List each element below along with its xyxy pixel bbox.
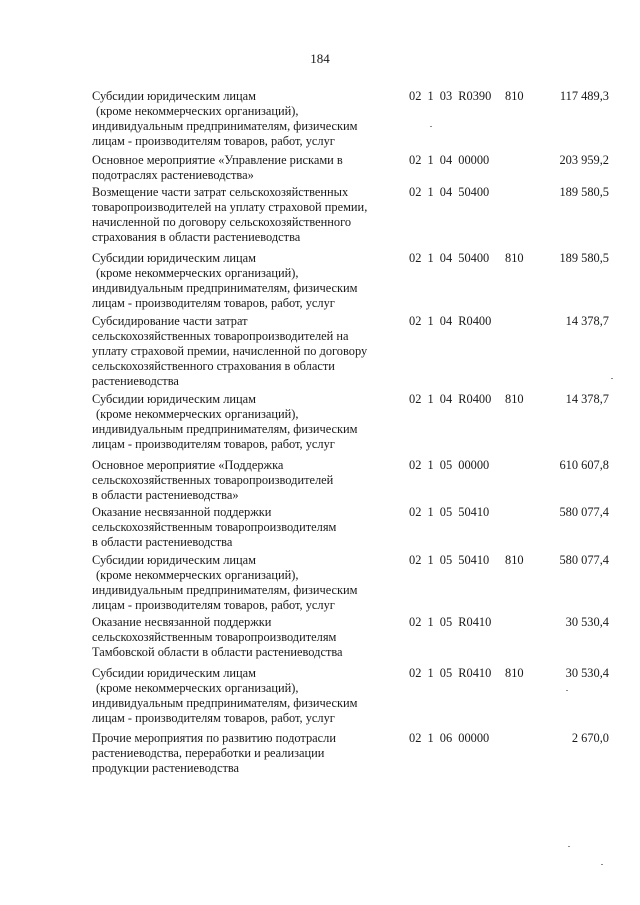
amount: 203 959,2	[559, 153, 609, 167]
program-code: 02 1 04 50400	[409, 251, 490, 265]
program-code: 02 1 05 R0410	[409, 615, 492, 629]
expense-type-code: 810	[505, 666, 524, 680]
program-code: 02 1 04 50400	[409, 185, 490, 199]
row-description	[92, 615, 392, 660]
description-line: Оказание несвязанной поддержки	[92, 615, 272, 629]
description-line: сельскохозяйственных товаропроизводителей на	[92, 329, 349, 343]
amount: 189 580,5	[559, 185, 609, 199]
description-line: лицам - производителям товаров, работ, услуг	[92, 711, 335, 725]
description-line: сельскохозяйственного страхования в области	[92, 359, 335, 373]
description-line: индивидуальным предпринимателям, физическим	[92, 696, 358, 710]
expense-type-code: 810	[505, 392, 524, 406]
page-number: 184	[310, 51, 330, 66]
description-line: товаропроизводителей на уплату страховой премии,	[92, 200, 368, 214]
amount: 30 530,4	[565, 615, 609, 629]
row-description	[92, 666, 392, 726]
description-line: Оказание несвязанной поддержки	[92, 505, 272, 519]
description-line: (кроме некоммерческих организаций),	[96, 407, 299, 421]
scan-speck	[566, 690, 568, 691]
description-line: уплату страховой премии, начисленной по договору	[92, 344, 368, 358]
amount: 580 077,4	[559, 553, 609, 567]
row-description	[92, 458, 392, 503]
amount: 580 077,4	[559, 505, 609, 519]
description-line: (кроме некоммерческих организаций),	[96, 568, 299, 582]
description-line: лицам - производителям товаров, работ, услуг	[92, 134, 335, 148]
amount: 14 378,7	[565, 392, 609, 406]
description-line: Возмещение части затрат сельскохозяйственных	[92, 185, 349, 199]
expense-type-code: 810	[505, 553, 524, 567]
description-line: индивидуальным предпринимателям, физическим	[92, 583, 358, 597]
program-code: 02 1 05 00000	[409, 458, 490, 472]
amount: 14 378,7	[565, 314, 609, 328]
description-line: (кроме некоммерческих организаций),	[96, 104, 299, 118]
description-line: лицам - производителям товаров, работ, услуг	[92, 437, 335, 451]
description-line: Субсидирование части затрат	[92, 314, 248, 328]
description-line: сельскохозяйственным товаропроизводителям	[92, 630, 337, 644]
description-line: подотраслях растениеводства»	[92, 168, 254, 182]
description-line: Субсидии юридическим лицам	[92, 553, 257, 567]
description-line: растениеводства	[92, 374, 179, 388]
amount: 189 580,5	[559, 251, 609, 265]
scan-speck	[601, 864, 603, 865]
row-description	[92, 251, 392, 311]
program-code: 02 1 05 R0410	[409, 666, 492, 680]
program-code: 02 1 03 R0390	[409, 89, 492, 103]
row-description	[92, 731, 392, 776]
description-line: индивидуальным предпринимателям, физическим	[92, 281, 358, 295]
description-line: в области растениеводства»	[92, 488, 239, 502]
amount: 2 670,0	[571, 731, 609, 745]
description-line: лицам - производителям товаров, работ, услуг	[92, 598, 335, 612]
description-line: Основное мероприятие «Управление рисками в	[92, 153, 343, 167]
amount: 610 607,8	[559, 458, 609, 472]
row-description	[92, 392, 392, 452]
description-line: Субсидии юридическим лицам	[92, 392, 257, 406]
row-description	[92, 314, 392, 389]
description-line: в области растениеводства	[92, 535, 233, 549]
program-code: 02 1 04 R0400	[409, 314, 492, 328]
description-line: (кроме некоммерческих организаций),	[96, 681, 299, 695]
program-code: 02 1 04 R0400	[409, 392, 492, 406]
scan-speck	[568, 846, 570, 847]
description-line: продукции растениеводства	[92, 761, 240, 775]
row-description	[92, 185, 392, 245]
description-line: Основное мероприятие «Поддержка	[92, 458, 284, 472]
row-description	[92, 89, 392, 149]
description-line: индивидуальным предпринимателям, физическим	[92, 119, 358, 133]
program-code: 02 1 05 50410	[409, 553, 490, 567]
expense-type-code: 810	[505, 251, 524, 265]
amount: 30 530,4	[565, 666, 609, 680]
description-line: (кроме некоммерческих организаций),	[96, 266, 299, 280]
description-line: лицам - производителям товаров, работ, услуг	[92, 296, 335, 310]
row-description	[92, 553, 392, 613]
description-line: сельскохозяйственным товаропроизводителям	[92, 520, 337, 534]
expense-type-code: 810	[505, 89, 524, 103]
description-line: индивидуальным предпринимателям, физическим	[92, 422, 358, 436]
description-line: Прочие мероприятия по развитию подотрасли	[92, 731, 336, 745]
row-description	[92, 153, 392, 183]
description-line: Субсидии юридическим лицам	[92, 666, 257, 680]
program-code: 02 1 06 00000	[409, 731, 490, 745]
program-code: 02 1 05 50410	[409, 505, 490, 519]
description-line: Тамбовской области в области растениеводства	[92, 645, 343, 659]
description-line: начисленной по договору сельскохозяйственного	[92, 215, 352, 229]
program-code: 02 1 04 00000	[409, 153, 490, 167]
description-line: Субсидии юридическим лицам	[92, 89, 257, 103]
amount: 117 489,3	[559, 89, 609, 103]
description-line: сельскохозяйственных товаропроизводителей	[92, 473, 334, 487]
row-description	[92, 505, 392, 550]
description-line: растениеводства, переработки и реализации	[92, 746, 325, 760]
scan-speck	[611, 378, 613, 379]
description-line: Субсидии юридическим лицам	[92, 251, 257, 265]
scan-speck	[430, 126, 432, 127]
description-line: страхования в области растениеводства	[92, 230, 301, 244]
